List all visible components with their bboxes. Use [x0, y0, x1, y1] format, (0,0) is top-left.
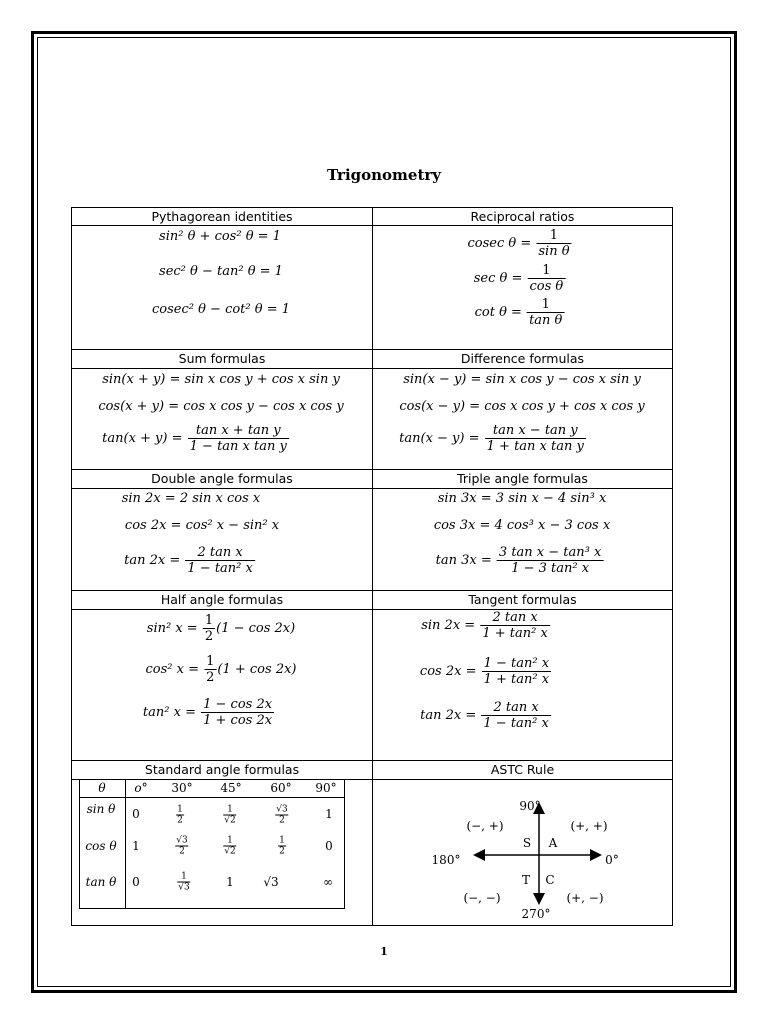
table-cell: 0 [132, 875, 140, 889]
triple-eq-2: cos 3x = 4 cos³ x − 3 cos x [433, 518, 611, 533]
table-header-0: o° [134, 781, 148, 795]
table-cell: $\frac{√3}{2}$ [176, 835, 188, 857]
table-header-theta: θ [98, 781, 106, 795]
table-cell: $\frac{1}{√2}$ [224, 804, 236, 826]
triple-eq-1: sin 3x = 3 sin x − 4 sin³ x [437, 491, 607, 506]
pythagorean-eq-3: cosec² θ − cot² θ = 1 [151, 302, 291, 317]
double-eq-3: tan 2x = $\frac{\text{2 tan x}}{\text{1 − tan² x}}$ [124, 545, 253, 576]
table-header-60: 60° [270, 781, 292, 795]
table-cell: 1 [226, 875, 234, 889]
header-sum: Sum formulas [178, 351, 266, 366]
sum-eq-2: cos(x + y) = cos x cos y − cos x cos y [98, 399, 344, 414]
astc-s-label: S [522, 836, 532, 850]
double-eq-1: sin 2x = 2 sin x cos x [121, 491, 261, 506]
reciprocal-cosec: cosec θ = $\frac{1}{\text{sin θ}}$ [467, 228, 570, 259]
astc-90-label: 90° [519, 799, 541, 813]
astc-t-label: T [521, 873, 531, 887]
astc-a-label: A [548, 836, 558, 850]
header-astc: ASTC Rule [490, 762, 555, 777]
header-triple: Triple angle formulas [457, 471, 588, 486]
header-half: Half angle formulas [160, 592, 284, 607]
page-title: Trigonometry [326, 166, 442, 184]
table-row-label-tan: tan θ [85, 875, 117, 889]
astc-180-label: 180° [431, 853, 461, 867]
table-header-30: 30° [171, 781, 193, 795]
difference-eq-3: tan(x − y) = $\frac{\text{tan x − tan y}}{\text{1 + tan x tan y}}$ [399, 423, 584, 454]
half-eq-2: cos² x = $\frac{1}{2}$ (1 + cos 2x) [145, 654, 297, 685]
astc-q2-signs: (−, +) [466, 819, 504, 833]
header-pythagorean: Pythagorean identities [151, 209, 293, 224]
tangent-eq-2: cos 2x = $\frac{\text{1 − tan² x}}{\text{1 + tan² x}}$ [419, 656, 550, 687]
tangent-eq-3: tan 2x = $\frac{\text{2 tan x}}{\text{1 − tan² x}}$ [420, 700, 549, 731]
astc-q3-signs: (−, −) [463, 891, 501, 905]
reciprocal-cot: cot θ = $\frac{1}{\text{tan θ}}$ [474, 297, 563, 328]
half-eq-1: sin² x = $\frac{1}{2}$ (1 − cos 2x) [146, 613, 296, 644]
pythagorean-eq-2: sec² θ − tan² θ = 1 [159, 264, 283, 279]
table-cell: $\frac{√3}{2}$ [276, 804, 288, 826]
astc-q4-signs: (+, −) [566, 891, 604, 905]
astc-c-label: C [545, 873, 555, 887]
sum-eq-1: sin(x + y) = sin x cos y + cos x sin y [102, 372, 340, 387]
header-tangent: Tangent formulas [468, 592, 577, 607]
table-cell: $\frac{1}{√3}$ [178, 871, 190, 893]
table-cell: $\frac{1}{√2}$ [224, 835, 236, 857]
triple-eq-3: tan 3x = $\frac{\text{3 tan x − tan³ x}}{\text{1 − 3 tan² x}}$ [435, 545, 602, 576]
double-eq-2: cos 2x = cos² x − sin² x [124, 518, 280, 533]
reciprocal-sec: sec θ = $\frac{1}{\text{cos θ}}$ [473, 263, 564, 294]
header-standard: Standard angle formulas [144, 762, 300, 777]
difference-eq-1: sin(x − y) = sin x cos y − cos x sin y [403, 372, 641, 387]
astc-0-label: 0° [605, 853, 619, 867]
pythagorean-eq-1: sin² θ + cos² θ = 1 [159, 229, 281, 244]
table-cell: 0 [132, 807, 140, 821]
page-number: 1 [380, 945, 388, 958]
table-cell: $\frac{1}{2}$ [177, 804, 183, 826]
difference-eq-2: cos(x − y) = cos x cos y + cos x cos y [399, 399, 645, 414]
astc-q1-signs: (+, +) [570, 819, 608, 833]
header-double: Double angle formulas [151, 471, 293, 486]
table-header-90: 90° [315, 781, 337, 795]
table-cell: √3 [263, 875, 279, 889]
astc-270-label: 270° [521, 907, 551, 921]
table-row-label-cos: cos θ [85, 839, 117, 853]
header-reciprocal: Reciprocal ratios [470, 209, 575, 224]
table-cell: 1 [325, 807, 333, 821]
sum-eq-3: tan(x + y) = $\frac{\text{tan x + tan y}}{\text{1 − tan x tan y}}$ [102, 423, 287, 454]
half-eq-3: tan² x = $\frac{1 - \cos 2x}{1 + \cos 2x}$ [142, 697, 273, 728]
table-cell: 1 [132, 839, 140, 853]
table-header-45: 45° [220, 781, 242, 795]
tangent-eq-1: sin 2x = $\frac{\text{2 tan x}}{\text{1 + tan² x}}$ [421, 610, 548, 641]
table-cell: 0 [325, 839, 333, 853]
table-cell: $\frac{1}{2}$ [279, 835, 285, 857]
header-difference: Difference formulas [460, 351, 585, 366]
table-cell: ∞ [323, 875, 333, 889]
table-row-label-sin: sin θ [86, 802, 116, 816]
